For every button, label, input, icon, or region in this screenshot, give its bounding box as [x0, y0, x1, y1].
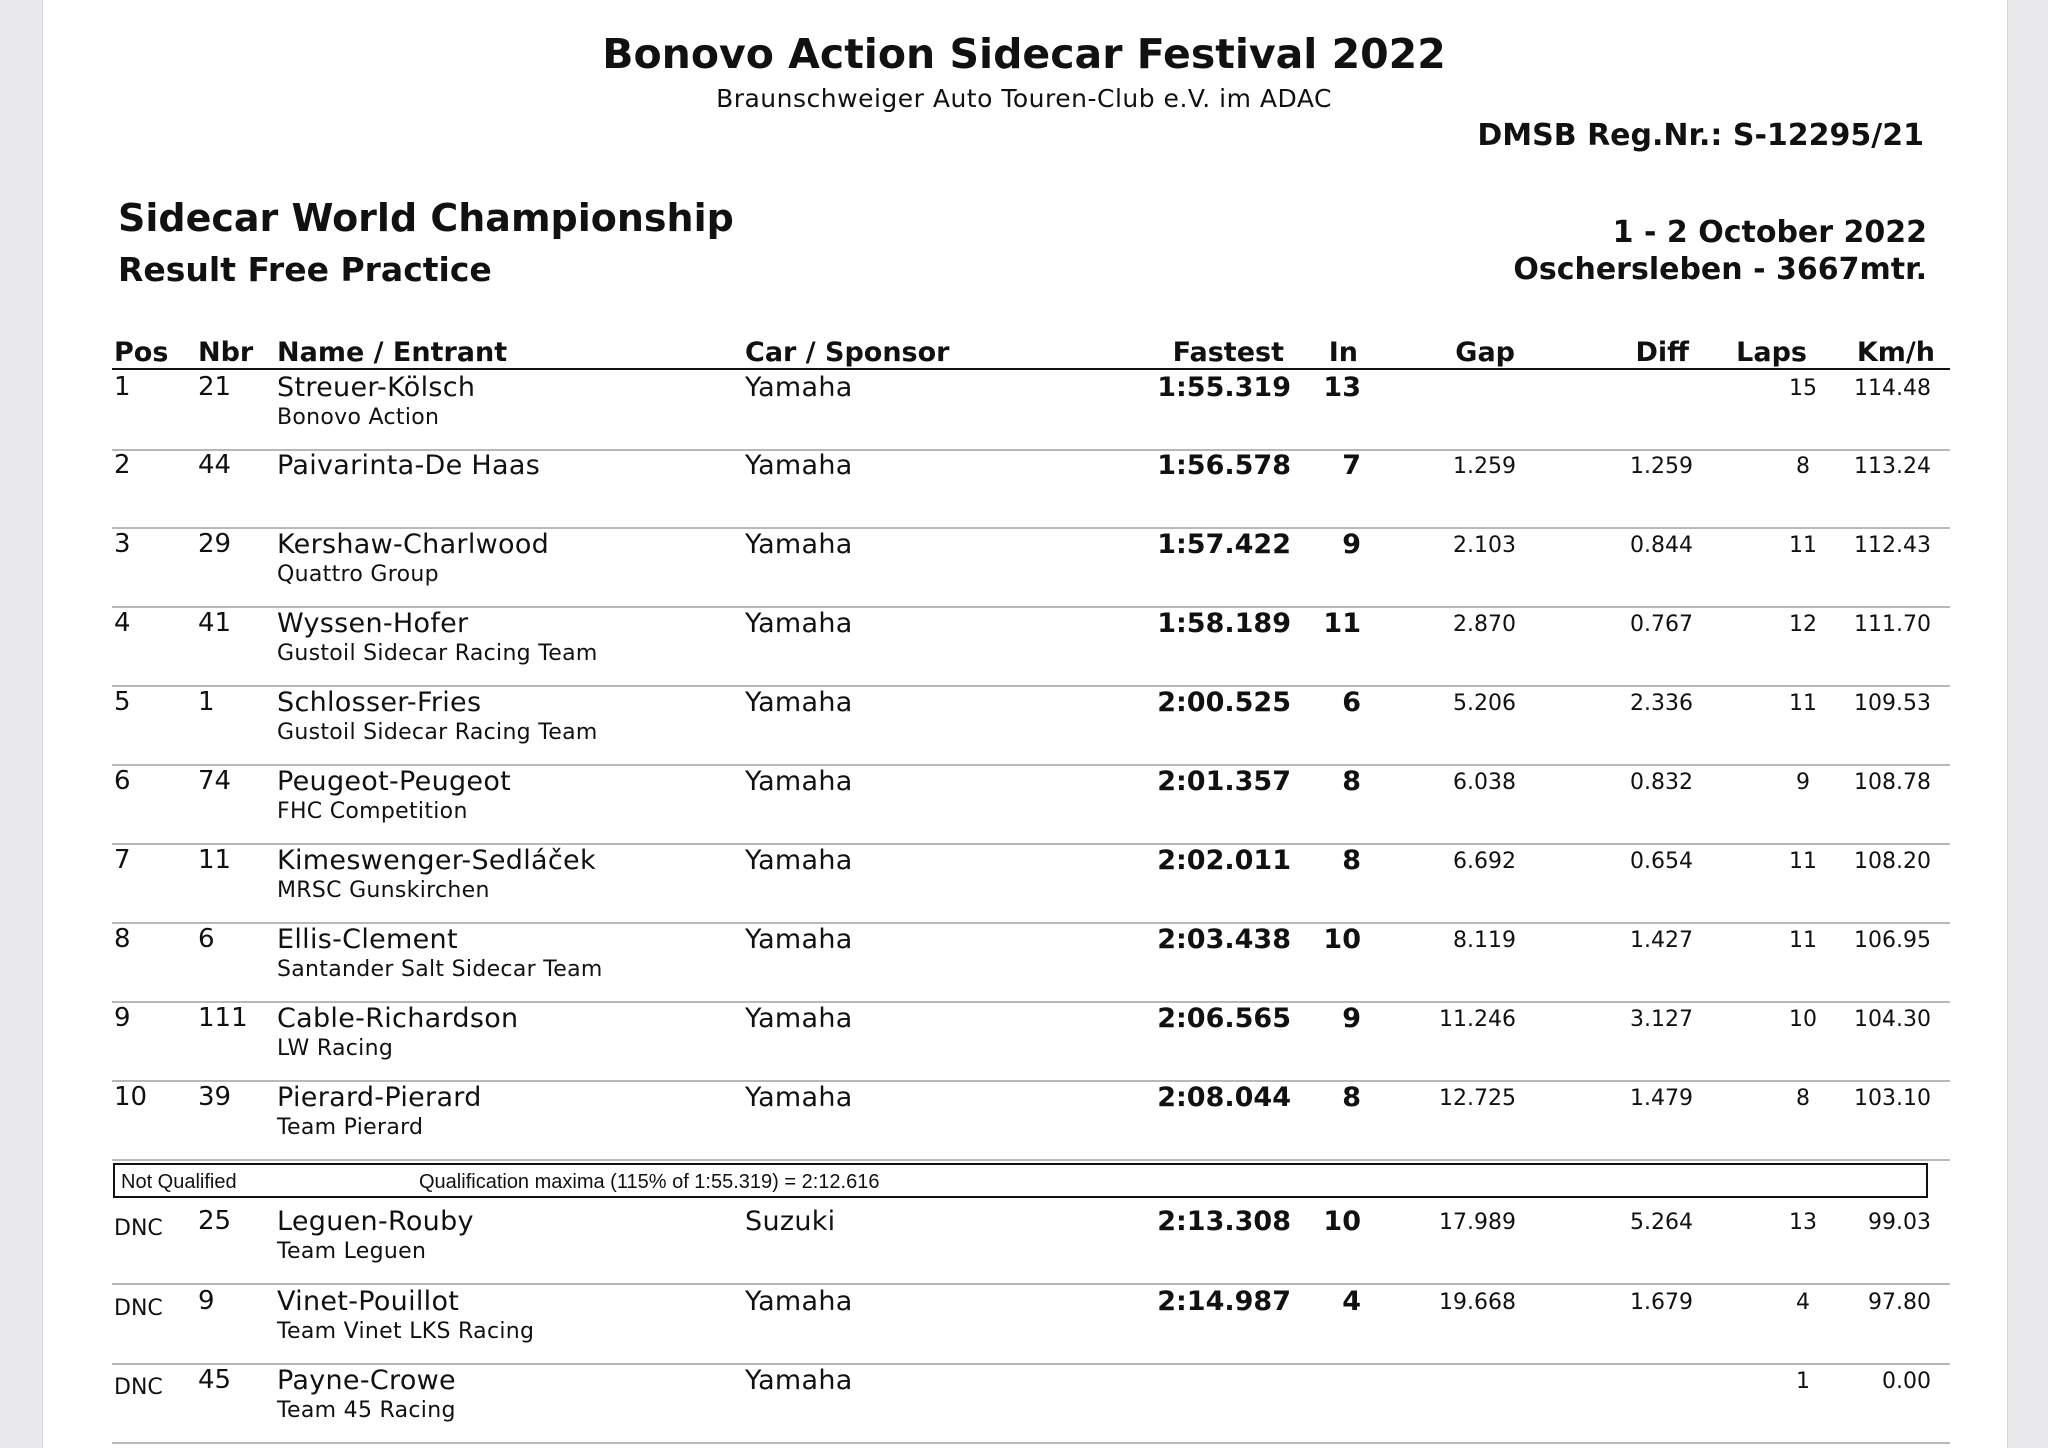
fastest-lap: 2:01.357	[1157, 766, 1291, 797]
fastest-lap: 2:03.438	[1157, 924, 1291, 955]
table-row	[0, 450, 2048, 529]
speed-kmh: 108.78	[1854, 770, 1931, 795]
number: 44	[198, 450, 232, 480]
table-row	[0, 1082, 2048, 1161]
number: 9	[198, 1286, 215, 1316]
entrant: Team 45 Racing	[277, 1398, 456, 1423]
gap: 11.246	[1439, 1007, 1516, 1032]
registration-number: DMSB Reg.Nr.: S-12295/21	[1477, 118, 1924, 153]
gap: 2.103	[1453, 533, 1516, 558]
position: 1	[114, 372, 131, 402]
car-sponsor: Yamaha	[745, 608, 853, 639]
col-laps: Laps	[1736, 337, 1807, 368]
row-divider	[112, 1442, 1950, 1444]
diff: 5.264	[1630, 1210, 1693, 1235]
table-row	[0, 687, 2048, 766]
diff: 0.767	[1630, 612, 1693, 637]
speed-kmh: 111.70	[1854, 612, 1931, 637]
car-sponsor: Yamaha	[745, 529, 853, 560]
diff: 0.654	[1630, 849, 1693, 874]
position: 7	[114, 845, 131, 875]
crew-name: Streuer-Kölsch	[277, 372, 476, 403]
entrant: FHC Competition	[277, 799, 468, 824]
gap: 6.692	[1453, 849, 1516, 874]
crew-name: Cable-Richardson	[277, 1003, 519, 1034]
session-title: Result Free Practice	[118, 250, 492, 289]
col-car: Car / Sponsor	[745, 337, 950, 368]
gap: 2.870	[1453, 612, 1516, 637]
table-row	[0, 766, 2048, 845]
fastest-in-lap: 9	[1342, 1003, 1361, 1034]
fastest-lap: 2:06.565	[1157, 1003, 1291, 1034]
col-nbr: Nbr	[198, 337, 254, 368]
diff: 0.832	[1630, 770, 1693, 795]
not-qualified-label: Not Qualified	[121, 1171, 237, 1193]
organizer: Braunschweiger Auto Touren-Club e.V. im ADAC	[716, 84, 1332, 113]
laps: 11	[1789, 533, 1817, 558]
entrant: Gustoil Sidecar Racing Team	[277, 720, 598, 745]
speed-kmh: 106.95	[1854, 928, 1931, 953]
position: 5	[114, 687, 131, 717]
table-row	[0, 608, 2048, 687]
table-row	[0, 1003, 2048, 1082]
position: 6	[114, 766, 131, 796]
event-title: Bonovo Action Sidecar Festival 2022	[602, 30, 1446, 78]
crew-name: Wyssen-Hofer	[277, 608, 469, 639]
table-row	[0, 924, 2048, 1003]
venue: Oschersleben - 3667mtr.	[1513, 252, 1927, 287]
position: 3	[114, 529, 131, 559]
number: 1	[198, 687, 215, 717]
laps: 11	[1789, 849, 1817, 874]
car-sponsor: Suzuki	[745, 1206, 836, 1237]
entrant: LW Racing	[277, 1036, 394, 1061]
position: 10	[114, 1082, 148, 1112]
crew-name: Pierard-Pierard	[277, 1082, 482, 1113]
championship-title: Sidecar World Championship	[118, 196, 734, 240]
table-row	[0, 1286, 2048, 1365]
crew-name: Paivarinta-De Haas	[277, 450, 541, 481]
fastest-in-lap: 6	[1342, 687, 1361, 718]
crew-name: Kershaw-Charlwood	[277, 529, 550, 560]
speed-kmh: 109.53	[1854, 691, 1931, 716]
speed-kmh: 114.48	[1854, 376, 1931, 401]
diff: 1.679	[1630, 1290, 1693, 1315]
position: DNC	[114, 1216, 163, 1241]
col-diff: Diff	[1635, 337, 1689, 368]
event-date: 1 - 2 October 2022	[1612, 215, 1927, 250]
crew-name: Kimeswenger-Sedláček	[277, 845, 596, 876]
row-divider	[112, 1283, 1950, 1285]
number: 25	[198, 1206, 232, 1236]
position: 9	[114, 1003, 131, 1033]
fastest-lap: 1:58.189	[1157, 608, 1291, 639]
diff: 1.479	[1630, 1086, 1693, 1111]
speed-kmh: 104.30	[1854, 1007, 1931, 1032]
entrant: Gustoil Sidecar Racing Team	[277, 641, 598, 666]
gap: 6.038	[1453, 770, 1516, 795]
fastest-lap: 1:55.319	[1157, 372, 1291, 403]
diff: 1.427	[1630, 928, 1693, 953]
diff: 0.844	[1630, 533, 1693, 558]
table-row	[0, 529, 2048, 608]
gap: 19.668	[1439, 1290, 1516, 1315]
car-sponsor: Yamaha	[745, 845, 853, 876]
laps: 4	[1796, 1290, 1810, 1315]
fastest-in-lap: 9	[1342, 529, 1361, 560]
car-sponsor: Yamaha	[745, 924, 853, 955]
row-divider	[112, 1159, 1950, 1161]
fastest-in-lap: 8	[1342, 845, 1361, 876]
position: 2	[114, 450, 131, 480]
car-sponsor: Yamaha	[745, 372, 853, 403]
number: 39	[198, 1082, 232, 1112]
crew-name: Ellis-Clement	[277, 924, 458, 955]
fastest-in-lap: 13	[1323, 372, 1361, 403]
table-row	[0, 845, 2048, 924]
fastest-lap: 1:57.422	[1157, 529, 1291, 560]
speed-kmh: 112.43	[1854, 533, 1931, 558]
speed-kmh: 0.00	[1882, 1369, 1931, 1394]
car-sponsor: Yamaha	[745, 766, 853, 797]
entrant: Team Vinet LKS Racing	[277, 1319, 535, 1344]
speed-kmh: 103.10	[1854, 1086, 1931, 1111]
number: 21	[198, 372, 232, 402]
table-row	[0, 1206, 2048, 1285]
col-fastest: Fastest	[1172, 337, 1284, 368]
gap: 5.206	[1453, 691, 1516, 716]
laps: 11	[1789, 928, 1817, 953]
not-qualified-box	[113, 1163, 1928, 1198]
laps: 1	[1796, 1369, 1810, 1394]
fastest-in-lap: 7	[1342, 450, 1361, 481]
fastest-in-lap: 4	[1342, 1286, 1361, 1317]
entrant: Team Leguen	[277, 1239, 427, 1264]
laps: 10	[1789, 1007, 1817, 1032]
fastest-lap: 2:00.525	[1157, 687, 1291, 718]
number: 74	[198, 766, 232, 796]
fastest-lap: 2:13.308	[1157, 1206, 1291, 1237]
car-sponsor: Yamaha	[745, 1082, 853, 1113]
fastest-in-lap: 10	[1323, 924, 1361, 955]
entrant: Bonovo Action	[277, 405, 440, 430]
diff: 3.127	[1630, 1007, 1693, 1032]
position: 8	[114, 924, 131, 954]
gap: 12.725	[1439, 1086, 1516, 1111]
position: 4	[114, 608, 131, 638]
fastest-in-lap: 10	[1323, 1206, 1361, 1237]
number: 41	[198, 608, 232, 638]
table-row	[0, 1365, 2048, 1444]
col-kmh: Km/h	[1856, 337, 1935, 368]
laps: 8	[1796, 454, 1810, 479]
car-sponsor: Yamaha	[745, 687, 853, 718]
crew-name: Payne-Crowe	[277, 1365, 456, 1396]
col-pos: Pos	[114, 337, 169, 368]
laps: 13	[1789, 1210, 1817, 1235]
fastest-in-lap: 11	[1323, 608, 1361, 639]
speed-kmh: 97.80	[1868, 1290, 1931, 1315]
car-sponsor: Yamaha	[745, 1365, 853, 1396]
number: 111	[198, 1003, 248, 1033]
diff: 2.336	[1630, 691, 1693, 716]
number: 6	[198, 924, 215, 954]
number: 29	[198, 529, 232, 559]
laps: 12	[1789, 612, 1817, 637]
laps: 9	[1796, 770, 1810, 795]
fastest-lap: 2:02.011	[1157, 845, 1291, 876]
crew-name: Schlosser-Fries	[277, 687, 482, 718]
laps: 15	[1789, 376, 1817, 401]
col-in: In	[1328, 337, 1358, 368]
crew-name: Vinet-Pouillot	[277, 1286, 460, 1317]
qualification-maxima: Qualification maxima (115% of 1:55.319) = 2:12.616	[419, 1171, 880, 1193]
speed-kmh: 113.24	[1854, 454, 1931, 479]
col-gap: Gap	[1455, 337, 1515, 368]
laps: 11	[1789, 691, 1817, 716]
fastest-in-lap: 8	[1342, 1082, 1361, 1113]
car-sponsor: Yamaha	[745, 1286, 853, 1317]
gap: 17.989	[1439, 1210, 1516, 1235]
gap: 1.259	[1453, 454, 1516, 479]
entrant: Team Pierard	[277, 1115, 424, 1140]
entrant: Quattro Group	[277, 562, 439, 587]
fastest-lap: 1:56.578	[1157, 450, 1291, 481]
crew-name: Leguen-Rouby	[277, 1206, 474, 1237]
position: DNC	[114, 1375, 163, 1400]
fastest-lap: 2:08.044	[1157, 1082, 1291, 1113]
car-sponsor: Yamaha	[745, 450, 853, 481]
laps: 8	[1796, 1086, 1810, 1111]
number: 11	[198, 845, 232, 875]
number: 45	[198, 1365, 232, 1395]
header-rule	[112, 368, 1950, 370]
car-sponsor: Yamaha	[745, 1003, 853, 1034]
entrant: Santander Salt Sidecar Team	[277, 957, 603, 982]
position: DNC	[114, 1296, 163, 1321]
entrant: MRSC Gunskirchen	[277, 878, 490, 903]
crew-name: Peugeot-Peugeot	[277, 766, 512, 797]
gap: 8.119	[1453, 928, 1516, 953]
speed-kmh: 108.20	[1854, 849, 1931, 874]
table-row	[0, 372, 2048, 451]
diff: 1.259	[1630, 454, 1693, 479]
fastest-lap: 2:14.987	[1157, 1286, 1291, 1317]
fastest-in-lap: 8	[1342, 766, 1361, 797]
speed-kmh: 99.03	[1868, 1210, 1931, 1235]
col-name: Name / Entrant	[277, 337, 508, 368]
